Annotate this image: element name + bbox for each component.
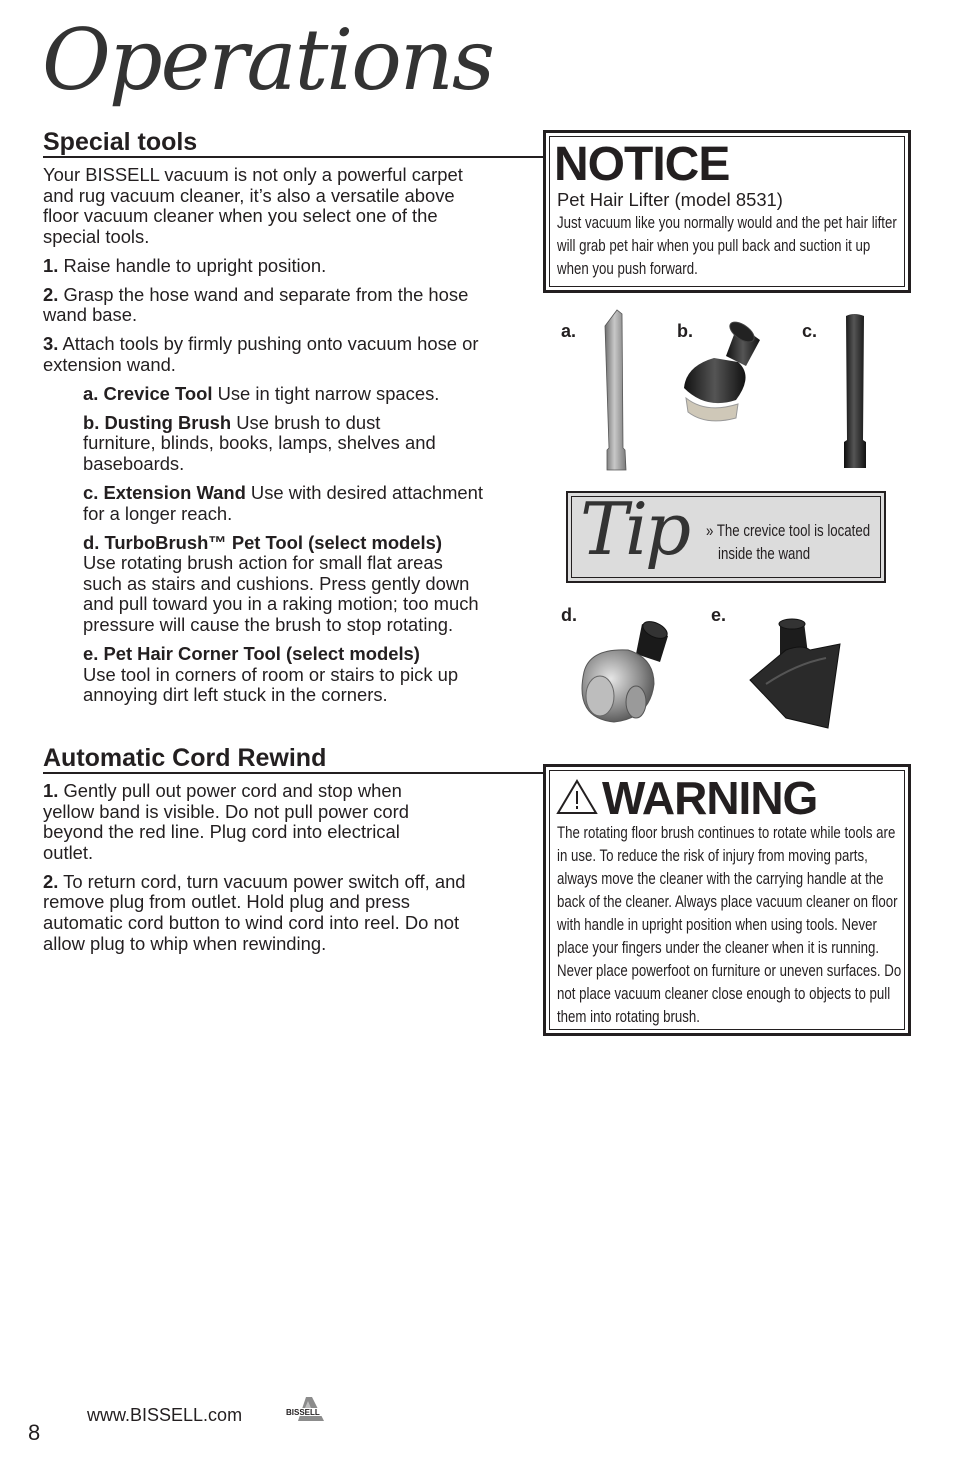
intro-paragraph: Your BISSELL vacuum is not only a powerful carpet and rug vacuum cleaner, it’s also a versatile above floor vacuum cleaner when you select one of the special tools. [43,164,463,247]
notice-subtitle: Pet Hair Lifter (model 8531) [557,189,783,210]
tip-line-2: inside the wand [718,544,811,563]
cord-step-2: 2. To return cord, turn vacuum power switch off, and remove plug from outlet. Hold plug and press automatic cord button to wind cord into reel. Do not allow plug to whip when rewinding. [43,870,466,954]
step-3: 3. Attach tools by firmly pushing onto vacuum hose or extension wand. [43,333,479,375]
crevice-tool-image [595,308,635,476]
tool-dusting-brush: b. Dusting Brush Use brush to dust furniture, blinds, books, lamps, shelves and baseboards. [83,411,436,475]
notice-title: NOTICE [554,138,730,191]
tool-label-c: c. [802,321,818,341]
tool-corner: e. Pet Hair Corner Tool (select models) Use tool in corners of room or stairs to pick up annoying dirt left stuck in the corners. [83,643,459,706]
extension-wand-image [836,310,872,475]
page-number: 8 [28,1420,41,1445]
section-rule [43,772,545,774]
tool-label-a: a. [561,321,577,341]
cord-rewind-heading: Automatic Cord Rewind [43,744,327,772]
step-2: 2. Grasp the hose wand and separate from the hose wand base. [43,283,469,326]
tip-line-1: » The crevice tool is located [706,521,871,540]
tool-extension-wand: c. Extension Wand Use with desired attachment for a longer reach. [83,482,483,524]
dusting-brush-image [676,318,771,428]
page-title: Operations [42,11,493,109]
step-1: 1. Raise handle to upright position. [43,254,327,276]
warning-text: The rotating floor brush continues to rotate while tools are in use. To reduce the risk of injury from moving parts, always move the cleaner with the carrying handle at the back of the cleaner. Always place vacuum cleaner on floor with handle in upright position when using tools. Never place your fingers under the cleaner when it is running. Never place powerfoot on furniture or uneven surfaces. Do not place vacuum cleaner close enough to objects to pull them into rotating brush. [557,823,902,1026]
special-tools-body [43,165,493,714]
tip-label: Tip [580,487,689,571]
bissell-logo [284,1393,332,1427]
warning-box [543,764,911,1036]
tool-turbobrush: d. TurboBrush™ Pet Tool (select models) Use rotating brush action for small flat areas such as stairs and cushions. Press gently down and pull toward you in a raking motion; too much pressure will cause the brush to stop rotating. [83,531,479,636]
footer-url: www.BISSELL.com [87,1405,243,1425]
tool-label-b: b. [677,321,693,341]
tool-label-d: d. [561,605,577,625]
turbobrush-image [570,614,680,732]
warning-triangle-icon [556,779,598,815]
tool-crevice: a. Crevice Tool Use in tight narrow spaces. [83,382,440,404]
warning-title: WARNING [602,772,818,824]
special-tools-heading: Special tools [43,128,198,156]
notice-text: Just vacuum like you normally would and the pet hair lifter will grab pet hair when you pull back and suction it up when you push forward. [557,213,897,278]
tool-label-e: e. [711,605,727,625]
corner-tool-image [746,614,844,732]
bissell-logo-text: BISSELL [286,1408,320,1417]
cord-step-1: 1. Gently pull out power cord and stop when yellow band is visible. Do not pull power cord beyond the red line. Plug cord into electrical outlet. [43,780,409,863]
section-rule [43,156,545,158]
notice-box [543,130,911,293]
tip-box [566,487,886,583]
cord-rewind-body [43,781,491,963]
